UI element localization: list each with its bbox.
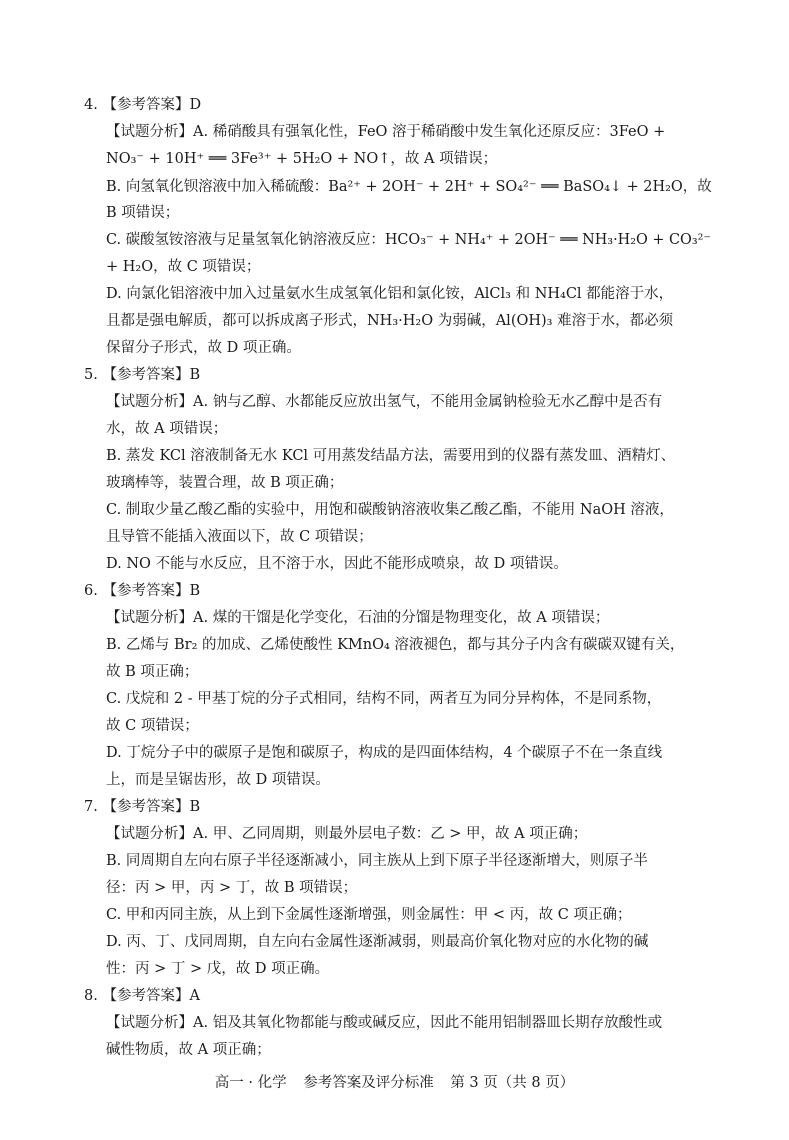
q8-line-1: 【试题分析】A. 铝及其氧化物都能与酸或碱反应，因此不能用铝制器皿长期存放酸性或 — [106, 1015, 663, 1031]
q4-line-7: D. 向氯化铝溶液中加入过量氨水生成氢氧化铝和氯化铵，AlCl₃ 和 NH₄Cl 都能溶于水， — [106, 286, 674, 302]
q6-line-5: 故 C 项错误； — [106, 718, 199, 734]
q4-number: 4. — [84, 97, 98, 113]
q7-line-2: B. 同周期自左向右原子半径逐渐减小，同主族从上到下原子半径逐渐增大，则原子半 — [106, 853, 648, 869]
q7-number: 7. — [84, 799, 98, 815]
q7-header — [84, 798, 200, 816]
q7-line-1: 【试题分析】A. 甲、乙同周期，则最外层电子数：乙 > 甲，故 A 项正确； — [106, 826, 588, 842]
q7-answer: 【参考答案】B — [102, 799, 201, 815]
q6-number: 6. — [84, 583, 98, 599]
q5-line-6: 且导管不能插入液面以下，故 C 项错误； — [106, 529, 373, 545]
q7-line-3: 径：丙 > 甲，丙 > 丁，故 B 项错误； — [106, 880, 358, 896]
q5-answer: 【参考答案】B — [102, 367, 201, 383]
q5-line-2: 水，故 A 项错误； — [106, 421, 228, 437]
q6-line-7: 上，而是呈锯齿形，故 D 项错误。 — [106, 772, 330, 788]
q6-line-3: 故 B 项正确； — [106, 664, 199, 680]
q8-number: 8. — [84, 988, 98, 1004]
q5-line-1: 【试题分析】A. 钠与乙醇、水都能反应放出氢气，不能用金属钠检验无水乙醇中是否有 — [106, 394, 663, 410]
q4-answer: 【参考答案】D — [102, 97, 202, 113]
q8-header — [84, 987, 200, 1005]
q5-line-5: C. 制取少量乙酸乙酯的实验中，用饱和碳酸钠溶液收集乙酸乙酯，不能用 NaOH 溶液， — [106, 502, 674, 518]
q4-line-8: 且都是强电解质，都可以拆成离子形式，NH₃·H₂O 为弱碱，Al(OH)₃ 难溶于水，都必须 — [106, 313, 674, 329]
q4-header — [84, 96, 201, 114]
q8-answer: 【参考答案】A — [102, 988, 200, 1004]
q4-line-6: + H₂O，故 C 项错误； — [106, 259, 261, 275]
q4-line-9: 保留分子形式，故 D 项正确。 — [106, 340, 301, 356]
q6-line-4: C. 戊烷和 2 - 甲基丁烷的分子式相同，结构不同，两者互为同分异构体，不是同系物， — [106, 691, 662, 707]
q5-line-4: 玻璃棒等，装置合理，故 B 项正确； — [106, 475, 344, 491]
q5-header — [84, 366, 200, 384]
q6-line-1: 【试题分析】A. 煤的干馏是化学变化，石油的分馏是物理变化，故 A 项错误； — [106, 610, 610, 626]
page-footer — [0, 1071, 789, 1092]
q5-line-3: B. 蒸发 KCl 溶液制备无水 KCl 可用蒸发结晶方法，需要用到的仪器有蒸发皿、酒精灯、 — [106, 448, 676, 464]
q8-line-2: 碱性物质，故 A 项正确； — [106, 1042, 271, 1058]
q4-line-2: NO₃⁻ + 10H⁺ ══ 3Fe³⁺ + 5H₂O + NO↑，故 A 项错误； — [106, 151, 498, 167]
q6-header — [84, 582, 200, 600]
q6-line-6: D. 丁烷分子中的碳原子是饱和碳原子，构成的是四面体结构，4 个碳原子不在一条直线 — [106, 745, 663, 761]
footer-subject: 高一 · 化学 — [214, 1075, 287, 1091]
q6-line-2: B. 乙烯与 Br₂ 的加成、乙烯使酸性 KMnO₄ 溶液褪色，都与其分子内含有碳碳双键有关， — [106, 637, 685, 653]
q4-line-4: B 项错误； — [106, 205, 180, 221]
q4-line-5: C. 碳酸氢铵溶液与足量氢氧化钠溶液反应：HCO₃⁻ + NH₄⁺ + 2OH⁻ ══ NH₃·H₂O + CO₃²⁻ — [106, 232, 711, 248]
q7-line-6: 性：丙 > 丁 > 戊，故 D 项正确。 — [106, 961, 330, 977]
q6-answer: 【参考答案】B — [102, 583, 201, 599]
q5-number: 5. — [84, 367, 98, 383]
q4-line-1: 【试题分析】A. 稀硝酸具有强氧化性，FeO 溶于稀硝酸中发生氧化还原反应：3FeO + — [106, 124, 666, 140]
footer-doc-title: 参考答案及评分标准 — [303, 1075, 434, 1091]
q7-line-4: C. 甲和丙同主族，从上到下金属性逐渐增强，则金属性：甲 < 丙，故 C 项正确； — [106, 907, 632, 923]
footer-page-info: 第 3 页（共 8 页） — [450, 1075, 575, 1091]
q7-line-5: D. 丙、丁、戊同周期，自左向右金属性逐渐减弱，则最高价氧化物对应的水化物的碱 — [106, 934, 649, 950]
q4-line-3: B. 向氢氧化钡溶液中加入稀硫酸：Ba²⁺ + 2OH⁻ + 2H⁺ + SO₄²⁻ ══ BaSO₄↓ + 2H₂O，故 — [106, 179, 712, 195]
q5-line-7: D. NO 不能与水反应，且不溶于水，因此不能形成喷泉，故 D 项错误。 — [106, 556, 568, 572]
